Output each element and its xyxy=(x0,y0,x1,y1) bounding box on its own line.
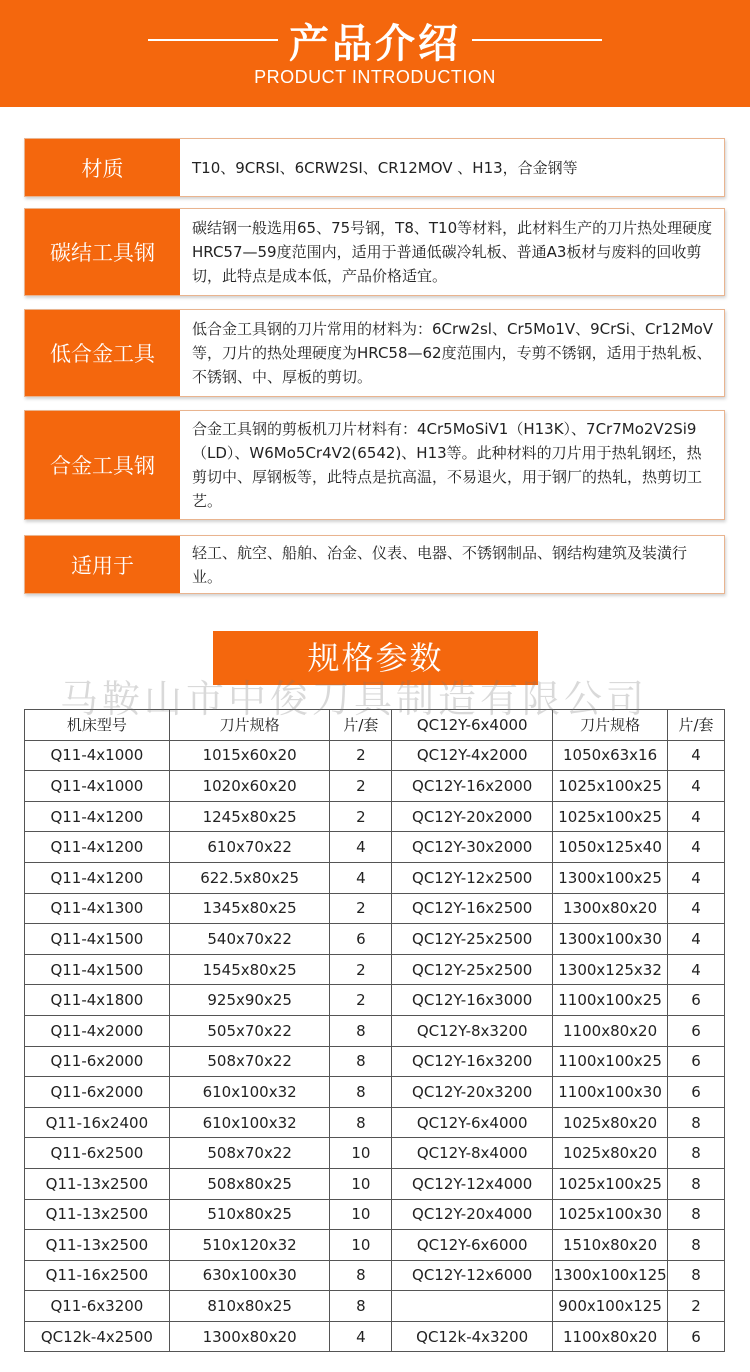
table-cell: QC12Y-16x2500 xyxy=(392,893,553,924)
table-cell: 1300x125x32 xyxy=(553,954,668,985)
table-cell: 1300x80x20 xyxy=(169,1321,330,1352)
table-cell: 4 xyxy=(330,832,392,863)
info-row-text: 轻工、航空、船舶、冶金、仪表、电器、不锈钢制品、钢结构建筑及装潢行业。 xyxy=(192,543,688,586)
table-row xyxy=(25,1138,725,1169)
table-cell: 1015x60x20 xyxy=(169,740,330,771)
table-cell: 610x100x32 xyxy=(169,1077,330,1108)
table-cell: QC12Y-12x4000 xyxy=(392,1168,553,1199)
table-row xyxy=(25,893,725,924)
table-cell: 1025x100x25 xyxy=(553,1168,668,1199)
table-cell: 1100x80x20 xyxy=(553,1015,668,1046)
table-cell: 10 xyxy=(330,1199,392,1230)
table-cell: 1025x80x20 xyxy=(553,1138,668,1169)
table-header-row xyxy=(25,710,725,741)
table-cell: Q11-4x1500 xyxy=(25,924,170,955)
table-cell: 1510x80x20 xyxy=(553,1230,668,1261)
table-cell: 2 xyxy=(330,954,392,985)
page-subtitle: PRODUCT INTRODUCTION xyxy=(254,67,496,87)
table-cell: QC12Y-8x4000 xyxy=(392,1138,553,1169)
table-cell: 1545x80x25 xyxy=(169,954,330,985)
table-cell: 1025x100x25 xyxy=(553,801,668,832)
table-row xyxy=(25,801,725,832)
table-cell: Q11-16x2400 xyxy=(25,1107,170,1138)
table-cell: Q11-6x2000 xyxy=(25,1046,170,1077)
table-cell: Q11-4x1300 xyxy=(25,893,170,924)
table-cell: Q11-4x1200 xyxy=(25,832,170,863)
table-cell: 1020x60x20 xyxy=(169,771,330,802)
info-row-label: 适用于 xyxy=(25,536,180,593)
table-cell: Q11-4x1200 xyxy=(25,801,170,832)
info-row-text: 碳结钢一般选用65、75号钢，T8、T10等材料，此材料生产的刀片热处理硬度HRC57—59度范围内，适用于普通低碳冷轧板、普通A3板材与废料的回收剪切，此特点是成本低，产品价格适宜。 xyxy=(192,219,713,285)
table-row xyxy=(25,1291,725,1322)
table-cell: 2 xyxy=(330,740,392,771)
table-cell: 1300x100x30 xyxy=(553,924,668,955)
table-cell: Q11-13x2500 xyxy=(25,1230,170,1261)
table-cell: QC12Y-30x2000 xyxy=(392,832,553,863)
table-cell: Q11-4x1200 xyxy=(25,862,170,893)
table-cell: 8 xyxy=(330,1015,392,1046)
table-cell: 510x120x32 xyxy=(169,1230,330,1261)
table-cell: QC12Y-4x2000 xyxy=(392,740,553,771)
info-row-label: 低合金工具 xyxy=(25,310,180,396)
table-cell: 1300x80x20 xyxy=(553,893,668,924)
spec-table xyxy=(24,709,725,1352)
table-row xyxy=(25,1015,725,1046)
info-row-alloy-tool-steel xyxy=(24,410,725,520)
table-cell: 900x100x125 xyxy=(553,1291,668,1322)
table-cell: QC12Y-25x2500 xyxy=(392,924,553,955)
table-cell: 8 xyxy=(668,1199,725,1230)
table-row xyxy=(25,1260,725,1291)
table-cell: 4 xyxy=(668,771,725,802)
table-row xyxy=(25,862,725,893)
table-cell: 8 xyxy=(330,1260,392,1291)
table-cell: 508x70x22 xyxy=(169,1138,330,1169)
column-header: 片/套 xyxy=(330,710,392,741)
table-cell: Q11-13x2500 xyxy=(25,1168,170,1199)
table-cell: 1345x80x25 xyxy=(169,893,330,924)
table-cell: QC12Y-8x3200 xyxy=(392,1015,553,1046)
table-row xyxy=(25,1230,725,1261)
page-title: 产品介绍 xyxy=(289,21,461,67)
table-row xyxy=(25,771,725,802)
header-banner xyxy=(0,0,750,107)
table-cell xyxy=(392,1291,553,1322)
info-row-text: 低合金工具钢的刀片常用的材料为：6Crw2sl、Cr5Mo1V、9CrSi、Cr12MoV等，刀片的热处理硬度为HRC58—62度范围内，专剪不锈钢，适用于热轧板、不锈钢、中、厚板的剪切。 xyxy=(192,320,714,386)
table-cell: 8 xyxy=(330,1291,392,1322)
table-cell: 1025x80x20 xyxy=(553,1107,668,1138)
table-cell: Q11-4x2000 xyxy=(25,1015,170,1046)
table-cell: 610x100x32 xyxy=(169,1107,330,1138)
table-row xyxy=(25,1077,725,1108)
table-cell: QC12Y-12x6000 xyxy=(392,1260,553,1291)
table-cell: 8 xyxy=(330,1046,392,1077)
table-cell: QC12Y-16x3000 xyxy=(392,985,553,1016)
table-cell: 4 xyxy=(668,924,725,955)
table-cell: 1100x100x25 xyxy=(553,1046,668,1077)
column-header: 机床型号 xyxy=(25,710,170,741)
table-cell: 8 xyxy=(668,1168,725,1199)
table-row xyxy=(25,985,725,1016)
table-cell: 4 xyxy=(668,954,725,985)
table-cell: 6 xyxy=(668,1015,725,1046)
table-row xyxy=(25,740,725,771)
table-row xyxy=(25,1168,725,1199)
table-cell: 1050x63x16 xyxy=(553,740,668,771)
table-cell: 1025x100x30 xyxy=(553,1199,668,1230)
table-cell: 6 xyxy=(668,985,725,1016)
info-row-low-alloy-tool xyxy=(24,309,725,397)
table-cell: 10 xyxy=(330,1168,392,1199)
table-cell: QC12Y-6x6000 xyxy=(392,1230,553,1261)
company-watermark: 马鞍山市中俊刀具制造有限公司 xyxy=(60,677,649,721)
table-cell: 1050x125x40 xyxy=(553,832,668,863)
spec-title: 规格参数 xyxy=(213,631,538,685)
table-cell: 4 xyxy=(668,832,725,863)
table-cell: Q11-4x1000 xyxy=(25,771,170,802)
table-row xyxy=(25,954,725,985)
table-row xyxy=(25,1321,725,1352)
table-cell: 505x70x22 xyxy=(169,1015,330,1046)
table-cell: Q11-4x1500 xyxy=(25,954,170,985)
table-cell: 8 xyxy=(668,1230,725,1261)
table-cell: Q11-6x3200 xyxy=(25,1291,170,1322)
table-cell: Q11-6x2000 xyxy=(25,1077,170,1108)
table-cell: Q11-4x1000 xyxy=(25,740,170,771)
table-cell: 8 xyxy=(668,1138,725,1169)
table-cell: 630x100x30 xyxy=(169,1260,330,1291)
column-header: 刀片规格 xyxy=(169,710,330,741)
table-cell: QC12Y-12x2500 xyxy=(392,862,553,893)
table-cell: 810x80x25 xyxy=(169,1291,330,1322)
table-cell: 4 xyxy=(668,862,725,893)
table-row xyxy=(25,832,725,863)
table-cell: 4 xyxy=(330,862,392,893)
table-cell: 2 xyxy=(668,1291,725,1322)
table-cell: Q11-6x2500 xyxy=(25,1138,170,1169)
table-cell: 510x80x25 xyxy=(169,1199,330,1230)
table-cell: QC12Y-6x4000 xyxy=(392,1107,553,1138)
table-cell: QC12k-4x2500 xyxy=(25,1321,170,1352)
table-row xyxy=(25,1107,725,1138)
table-cell: 508x80x25 xyxy=(169,1168,330,1199)
table-cell: Q11-13x2500 xyxy=(25,1199,170,1230)
info-row-material xyxy=(24,138,725,197)
table-cell: QC12Y-20x3200 xyxy=(392,1077,553,1108)
table-cell: 8 xyxy=(668,1107,725,1138)
table-cell: 6 xyxy=(668,1321,725,1352)
table-cell: Q11-16x2500 xyxy=(25,1260,170,1291)
info-row-text: 合金工具钢的剪板机刀片材料有：4Cr5MoSiV1（H13K）、7Cr7Mo2V2Si9（LD）、W6Mo5Cr4V2(6542)、H13等。此种材料的刀片用于热轧钢坯，热剪切中、厚钢板等，此特点是抗高温，不易退火，用于钢厂的热轧，热剪切工艺。 xyxy=(192,420,703,510)
table-cell: 2 xyxy=(330,893,392,924)
table-cell: 1100x100x25 xyxy=(553,985,668,1016)
table-cell: 1300x100x125 xyxy=(553,1260,668,1291)
info-row-label: 合金工具钢 xyxy=(25,411,180,519)
table-cell: 6 xyxy=(668,1077,725,1108)
table-cell: 610x70x22 xyxy=(169,832,330,863)
table-cell: 4 xyxy=(668,801,725,832)
table-cell: 10 xyxy=(330,1138,392,1169)
table-cell: 4 xyxy=(668,740,725,771)
table-cell: QC12k-4x3200 xyxy=(392,1321,553,1352)
table-row xyxy=(25,1199,725,1230)
table-cell: 925x90x25 xyxy=(169,985,330,1016)
table-cell: 1100x100x30 xyxy=(553,1077,668,1108)
column-header: QC12Y-6x4000 xyxy=(392,710,553,741)
table-cell: Q11-4x1800 xyxy=(25,985,170,1016)
table-cell: 4 xyxy=(330,1321,392,1352)
info-row-label: 碳结工具钢 xyxy=(25,209,180,295)
table-row xyxy=(25,924,725,955)
table-cell: 8 xyxy=(330,1077,392,1108)
table-cell: QC12Y-25x2500 xyxy=(392,954,553,985)
info-row-carbon-tool-steel xyxy=(24,208,725,296)
table-cell: QC12Y-20x2000 xyxy=(392,801,553,832)
info-row-applicable xyxy=(24,535,725,594)
column-header: 片/套 xyxy=(668,710,725,741)
table-cell: 540x70x22 xyxy=(169,924,330,955)
table-cell: 508x70x22 xyxy=(169,1046,330,1077)
table-cell: QC12Y-20x4000 xyxy=(392,1199,553,1230)
table-cell: 8 xyxy=(330,1107,392,1138)
table-cell: 2 xyxy=(330,771,392,802)
table-cell: 1300x100x25 xyxy=(553,862,668,893)
table-cell: 8 xyxy=(668,1260,725,1291)
table-cell: 6 xyxy=(668,1046,725,1077)
info-row-text: T10、9CRSI、6CRW2SI、CR12MOV 、H13，合金钢等 xyxy=(192,158,578,177)
table-cell: QC12Y-16x3200 xyxy=(392,1046,553,1077)
table-cell: 1025x100x25 xyxy=(553,771,668,802)
table-cell: 2 xyxy=(330,801,392,832)
table-cell: 1245x80x25 xyxy=(169,801,330,832)
table-cell: 2 xyxy=(330,985,392,1016)
table-cell: 6 xyxy=(330,924,392,955)
table-cell: 622.5x80x25 xyxy=(169,862,330,893)
table-cell: 10 xyxy=(330,1230,392,1261)
info-row-label: 材质 xyxy=(25,139,180,196)
table-cell: 1100x80x20 xyxy=(553,1321,668,1352)
table-cell: 4 xyxy=(668,893,725,924)
column-header: 刀片规格 xyxy=(553,710,668,741)
table-row xyxy=(25,1046,725,1077)
table-cell: QC12Y-16x2000 xyxy=(392,771,553,802)
